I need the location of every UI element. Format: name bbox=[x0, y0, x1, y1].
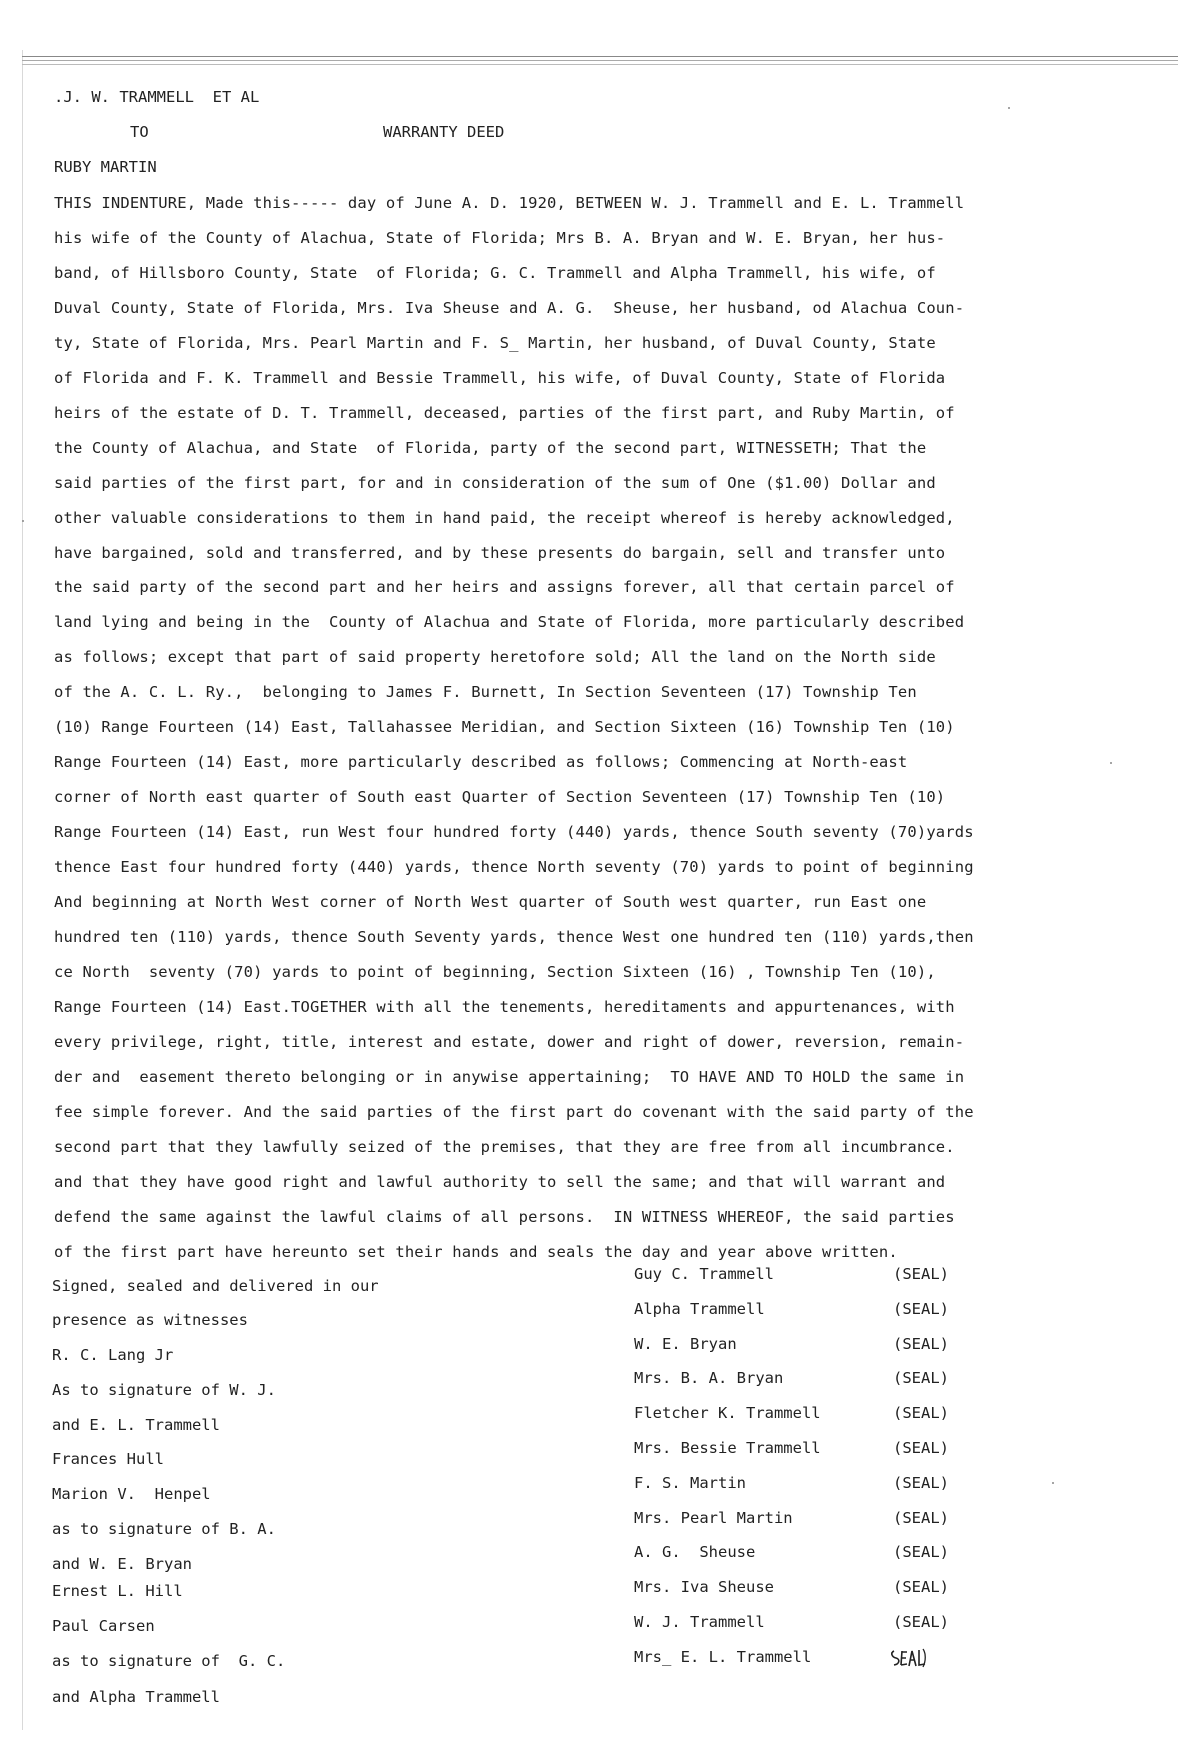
speck bbox=[1052, 1482, 1054, 1484]
seal-label: (SEAL) bbox=[893, 1404, 949, 1423]
seal-label: (SEAL) bbox=[893, 1265, 949, 1283]
signatory-name: Mrs. B. A. Bryan bbox=[634, 1369, 784, 1388]
signatory-name: Fletcher K. Trammell bbox=[634, 1404, 821, 1423]
witness-line: as to signature of B. A. bbox=[52, 1520, 276, 1538]
deed-body-line: have bargained, sold and transferred, and by these presents do bargain, sell and transfer unto bbox=[54, 543, 946, 562]
signatory-name: A. G. Sheuse bbox=[634, 1543, 756, 1562]
deed-body-line: Range Fourteen (14) East, run West four hundred forty (440) yards, thence South seventy (70)yards bbox=[54, 823, 974, 842]
witness-line: and Alpha Trammell bbox=[52, 1688, 220, 1706]
top-rule bbox=[22, 64, 1178, 65]
deed-body-line: band, of Hillsboro County, State of Florida; G. C. Trammell and Alpha Trammell, his wife, of bbox=[54, 263, 936, 282]
signatory-name: Mrs. Pearl Martin bbox=[634, 1508, 793, 1527]
witness-line: As to signature of W. J. bbox=[52, 1381, 276, 1399]
deed-body-line: land lying and being in the County of Alachua and State of Florida, more particularly described bbox=[54, 613, 965, 632]
witness-line: presence as witnesses bbox=[52, 1311, 248, 1329]
deed-body-line: der and easement thereto belonging or in anywise appertaining; TO HAVE AND TO HOLD the same in bbox=[54, 1067, 965, 1086]
deed-body-line: (10) Range Fourteen (14) East, Tallahassee Meridian, and Section Sixteen (16) Township Ten (10) bbox=[54, 718, 955, 737]
instrument-type: WARRANTY DEED bbox=[383, 123, 505, 141]
seal-label: (SEAL) bbox=[893, 1439, 949, 1457]
signatory-name: Alpha Trammell bbox=[634, 1299, 765, 1318]
deed-body-line: defend the same against the lawful claims of all persons. IN WITNESS WHEREOF, the said parties bbox=[54, 1207, 955, 1226]
deed-body-line: of Florida and F. K. Trammell and Bessie Trammell, his wife, of Duval County, State of Florida bbox=[54, 368, 946, 387]
signatory-name: W. J. Trammell bbox=[634, 1613, 765, 1631]
witness-line: Paul Carsen bbox=[52, 1617, 155, 1635]
deed-body-line: Duval County, State of Florida, Mrs. Iva Sheuse and A. G. Sheuse, her husband, od Alachua Coun- bbox=[54, 298, 965, 317]
witness-line: and W. E. Bryan bbox=[52, 1555, 192, 1573]
top-rule bbox=[22, 60, 1178, 61]
deed-body-line: of the first part have hereunto set their hands and seals the day and year above written. bbox=[54, 1242, 898, 1261]
deed-body-line: thence East four hundred forty (440) yards, thence North seventy (70) yards to point of beginning bbox=[54, 858, 974, 877]
signatory-name: Mrs_ E. L. Trammell bbox=[634, 1647, 812, 1666]
deed-body-line: ty, State of Florida, Mrs. Pearl Martin and F. S_ Martin, her husband, of Duval County, State bbox=[54, 333, 936, 352]
witness-line: Frances Hull bbox=[52, 1450, 164, 1468]
deed-body-line: the County of Alachua, and State of Florida, party of the second part, WITNESSETH; That the bbox=[54, 438, 927, 457]
signatory-name: F. S. Martin bbox=[634, 1473, 746, 1492]
grantor-heading: .J. W. TRAMMELL ET AL bbox=[54, 88, 260, 106]
seal-label: (SEAL) bbox=[893, 1613, 949, 1631]
deed-body-line: second part that they lawfully seized of the premises, that they are free from all incumbrance. bbox=[54, 1137, 955, 1156]
speck bbox=[1110, 762, 1112, 764]
deed-body-line: of the A. C. L. Ry., belonging to James F. Burnett, In Section Seventeen (17) Township Ten bbox=[54, 683, 917, 702]
witness-line: Marion V. Henpel bbox=[52, 1485, 211, 1503]
deed-body-line: every privilege, right, title, interest and estate, dower and right of dower, reversion, remain- bbox=[54, 1032, 965, 1051]
deed-body-line: THIS INDENTURE, Made this----- day of June A. D. 1920, BETWEEN W. J. Trammell and E. L. Trammell bbox=[54, 194, 965, 212]
to-label: TO bbox=[130, 123, 149, 141]
witness-line: Ernest L. Hill bbox=[52, 1582, 183, 1600]
seal-label: (SEAL) bbox=[893, 1543, 949, 1562]
deed-body-line: And beginning at North West corner of North West quarter of South west quarter, run East one bbox=[54, 893, 927, 911]
seal-label: (SEAL) bbox=[893, 1578, 949, 1597]
deed-body-line: ce North seventy (70) yards to point of beginning, Section Sixteen (16) , Township Ten (10), bbox=[54, 962, 936, 981]
grantee-heading: RUBY MARTIN bbox=[54, 158, 157, 176]
deed-body-line: and that they have good right and lawful authority to sell the same; and that will warrant and bbox=[54, 1172, 946, 1191]
signatory-name: Mrs. Iva Sheuse bbox=[634, 1578, 774, 1597]
speck bbox=[1008, 107, 1010, 109]
witness-line: Signed, sealed and delivered in our bbox=[52, 1277, 379, 1295]
witness-line: as to signature of G. C. bbox=[52, 1652, 286, 1670]
deed-body-line: his wife of the County of Alachua, State of Florida; Mrs B. A. Bryan and W. E. Bryan, her hus- bbox=[54, 228, 946, 247]
handwritten-seal-mark bbox=[888, 1645, 928, 1671]
deed-body-line: as follows; except that part of said property heretofore sold; All the land on the North side bbox=[54, 648, 936, 667]
top-rule bbox=[22, 56, 1178, 57]
deed-body-line: the said party of the second part and her heirs and assigns forever, all that certain parcel of bbox=[54, 578, 955, 597]
deed-body-line: hundred ten (110) yards, thence South Seventy yards, thence West one hundred ten (110) yards,then bbox=[54, 927, 974, 946]
deed-body-line: said parties of the first part, for and in consideration of the sum of One ($1.00) Dollar and bbox=[54, 473, 936, 492]
seal-label: (SEAL) bbox=[893, 1473, 949, 1492]
deed-body-line: corner of North east quarter of South east Quarter of Section Seventeen (17) Township Ten (10) bbox=[54, 788, 946, 807]
seal-label: (SEAL) bbox=[893, 1334, 949, 1353]
seal-label: (SEAL) bbox=[893, 1508, 949, 1527]
witness-line: R. C. Lang Jr bbox=[52, 1346, 174, 1364]
signatory-name: Guy C. Trammell bbox=[634, 1265, 774, 1283]
deed-body-line: Range Fourteen (14) East, more particularly described as follows; Commencing at North-east bbox=[54, 753, 908, 772]
speck bbox=[22, 520, 24, 522]
deed-body-line: fee simple forever. And the said parties of the first part do covenant with the said party of the bbox=[54, 1102, 974, 1121]
deed-body-line: Range Fourteen (14) East.TOGETHER with all the tenements, hereditaments and appurtenances, with bbox=[54, 997, 955, 1016]
signatory-name: Mrs. Bessie Trammell bbox=[634, 1439, 821, 1457]
deed-body-line: other valuable considerations to them in hand paid, the receipt whereof is hereby acknowledged, bbox=[54, 508, 955, 527]
deed-body-line: heirs of the estate of D. T. Trammell, deceased, parties of the first part, and Ruby Martin, of bbox=[54, 403, 955, 422]
seal-label: (SEAL) bbox=[893, 1299, 949, 1318]
seal-label: (SEAL) bbox=[893, 1369, 949, 1388]
signatory-name: W. E. Bryan bbox=[634, 1334, 737, 1353]
witness-line: and E. L. Trammell bbox=[52, 1416, 220, 1434]
